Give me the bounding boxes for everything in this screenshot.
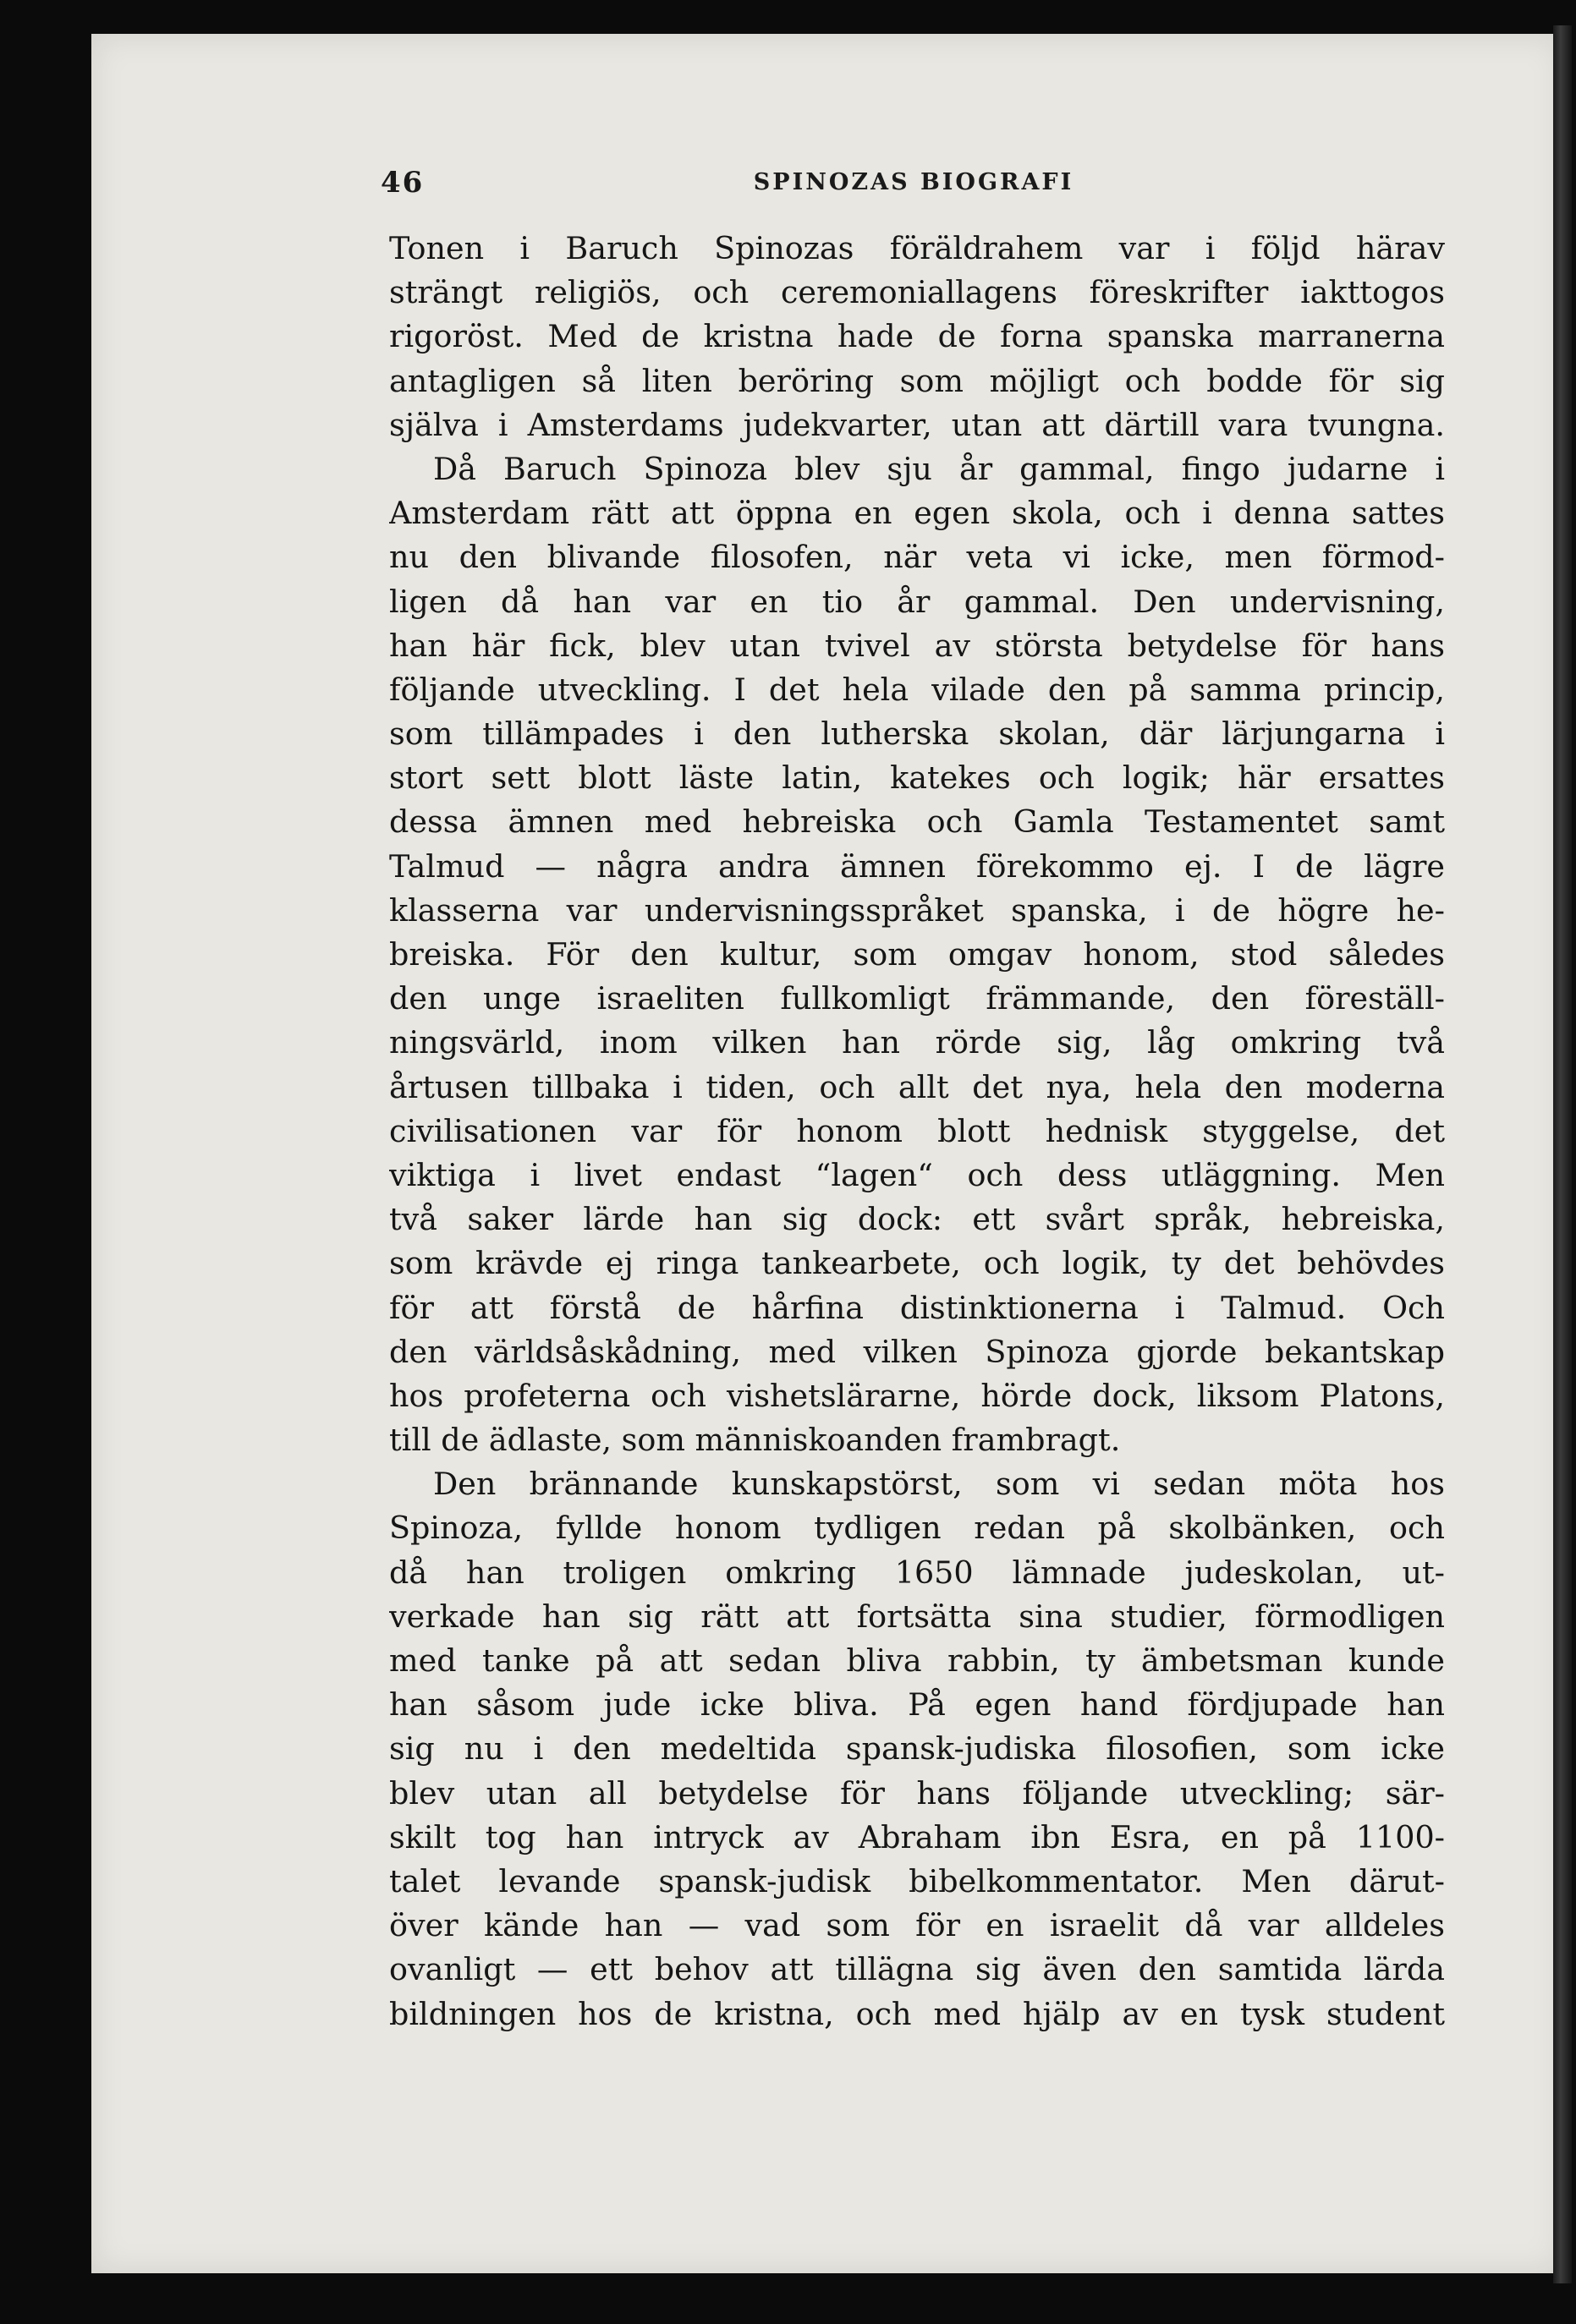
text-line: med tanke på att sedan bliva rabbin, ty ämbetsman kunde (389, 1642, 1445, 1679)
text-line: den världsåskådning, med vilken Spinoza gjorde bekantskap (389, 1333, 1445, 1370)
text-line: blev utan all betydelse för hans följande utveckling; sär- (389, 1774, 1445, 1812)
text-line: för att förstå de hårfina distinktionerna i Talmud. Och (389, 1289, 1445, 1326)
text-line: Den brännande kunskapstörst, som vi sedan möta hos (433, 1466, 1445, 1503)
text-line: hos profeterna och vishetslärarne, hörde dock, liksom Platons, (389, 1377, 1445, 1414)
text-line: Amsterdam rätt att öppna en egen skola, och i denna sattes (389, 495, 1445, 532)
text-line: själva i Amsterdams judekvarter, utan att därtill vara tvungna. (389, 406, 1445, 443)
text-line: nu den blivande filosofen, när veta vi icke, men förmod- (389, 539, 1445, 576)
book-edge (1553, 25, 1572, 2283)
running-title: SPINOZAS BIOGRAFI (753, 169, 1074, 195)
text-line: viktiga i livet endast “lagen“ och dess utläggning. Men (389, 1156, 1445, 1193)
page-number: 46 (381, 166, 425, 200)
text-line: verkade han sig rätt att fortsätta sina studier, förmodligen (389, 1598, 1445, 1635)
text-line: Talmud — några andra ämnen förekommo ej. I de lägre (389, 847, 1445, 885)
text-line: som krävde ej ringa tankearbete, och logik, ty det behövdes (389, 1245, 1445, 1282)
text-line: två saker lärde han sig dock: ett svårt språk, hebreiska, (389, 1201, 1445, 1238)
body-text (389, 227, 1445, 2036)
text-line: Spinoza, fyllde honom tydligen redan på skolbänken, och (389, 1510, 1445, 1547)
text-line: den unge israeliten fullkomligt främmande, den föreställ- (389, 980, 1445, 1017)
text-line: till de ädlaste, som människoanden frambragt. (389, 1422, 1121, 1459)
text-line: han såsom jude icke bliva. På egen hand fördjupade han (389, 1686, 1445, 1724)
text-line: dessa ämnen med hebreiska och Gamla Testamentet samt (389, 803, 1445, 841)
text-line: talet levande spansk-judisk bibelkommentator. Men därut- (389, 1862, 1445, 1899)
text-line: Tonen i Baruch Spinozas föräldrahem var i följd härav (389, 230, 1445, 266)
text-line: följande utveckling. I det hela vilade den på samma princip, (389, 671, 1445, 708)
text-line: årtusen tillbaka i tiden, och allt det nya, hela den moderna (389, 1068, 1445, 1105)
text-line: strängt religiös, och ceremoniallagens föreskrifter iakttogos (389, 274, 1445, 311)
text-line: han här fick, blev utan tvivel av största betydelse för hans (389, 627, 1445, 664)
text-line: sig nu i den medeltida spansk-judiska filosofien, som icke (389, 1730, 1445, 1768)
text-line: ningsvärld, inom vilken han rörde sig, låg omkring två (389, 1024, 1445, 1061)
text-line: rigoröst. Med de kristna hade de forna spanska marranerna (389, 318, 1445, 355)
text-line: breiska. För den kultur, som omgav honom, stod således (389, 936, 1445, 973)
text-line: ovanligt — ett behov att tillägna sig även den samtida lärda (389, 1951, 1445, 1988)
text-line: antagligen så liten beröring som möjligt och bodde för sig (389, 362, 1445, 399)
text-line: civilisationen var för honom blott hednisk styggelse, det (389, 1112, 1445, 1149)
text-line: Då Baruch Spinoza blev sju år gammal, fingo judarne i (433, 450, 1445, 487)
text-line: som tillämpades i den lutherska skolan, där lärjungarna i (389, 715, 1445, 753)
page-header (381, 166, 1447, 208)
text-line: bildningen hos de kristna, och med hjälp av en tysk student (389, 1995, 1445, 2032)
text-line: klasserna var undervisningsspråket spanska, i de högre he- (389, 891, 1445, 929)
text-line: ligen då han var en tio år gammal. Den undervisning, (389, 583, 1445, 620)
text-line: då han troligen omkring 1650 lämnade judeskolan, ut- (389, 1554, 1445, 1591)
text-line: skilt tog han intryck av Abraham ibn Esra, en på 1100- (389, 1818, 1445, 1855)
text-line: över kände han — vad som för en israelit då var alldeles (389, 1907, 1445, 1944)
text-line: stort sett blott läste latin, katekes och logik; här ersattes (389, 759, 1445, 797)
